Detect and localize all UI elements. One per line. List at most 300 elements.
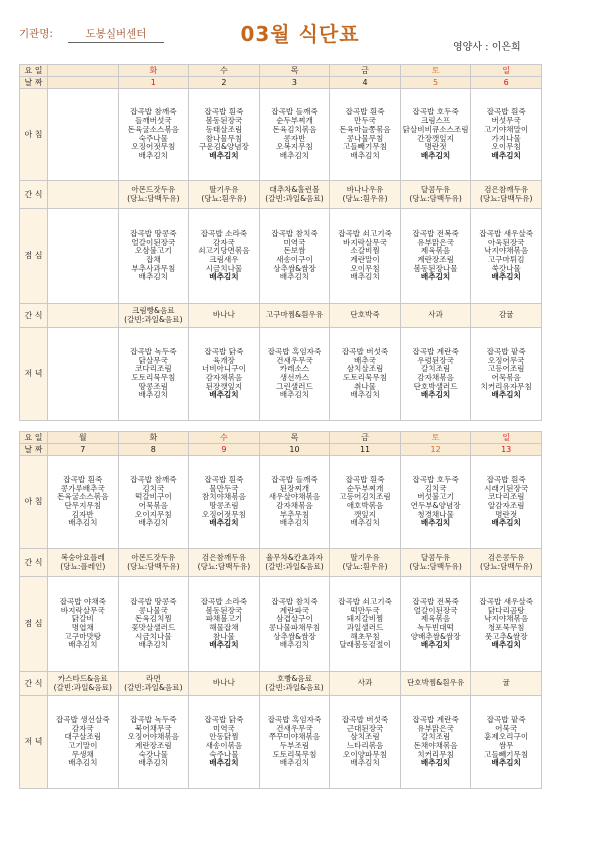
menu-item: 두부조림 [279, 741, 310, 750]
menu-item: 호빵&음료 [276, 673, 313, 683]
menu-item: 잡곡밥 팥죽 [486, 714, 526, 724]
dinner-cell [48, 328, 119, 421]
breakfast-cell [330, 456, 401, 549]
menu-item: 잡곡밥 참치죽 [271, 228, 318, 238]
lunch-cell [400, 209, 471, 304]
menu-item: 배추김치 [138, 272, 169, 282]
menu-item: 치커리유자무침 [480, 381, 532, 391]
menu-item: 감자채볶음 [205, 373, 243, 382]
menu-item: 건새우무국 [276, 355, 313, 365]
menu-item: (당뇨:담백두유) [479, 561, 533, 571]
menu-item: 배추김치 [68, 518, 98, 528]
menu-item: 너비아니구이 [201, 364, 246, 374]
menu-item: 잡곡밥 흑임자죽 [267, 346, 322, 356]
menu-item: 잡곡밥 쇠고기죽 [338, 596, 392, 606]
day-header: 일 [471, 432, 542, 444]
menu-item: 오삼불고기 [135, 246, 172, 256]
menu-item: 바나나 [212, 310, 235, 320]
menu-item: 해초무침 [350, 631, 380, 641]
menu-item: 단호박죽 [350, 310, 380, 320]
day-header: 일 [471, 65, 542, 77]
menu-item: 계란말이 [350, 255, 380, 264]
menu-item: 부추무침 [279, 509, 310, 519]
day-header: 화 [118, 432, 189, 444]
menu-item: 참치야채볶음 [201, 492, 246, 502]
menu-item: (갈빈:과일&음료) [124, 682, 183, 692]
menu-item: 명란젓 [495, 509, 518, 519]
menu-item: 잡곡밥 팥죽 [486, 346, 526, 356]
menu-item: 오이무침 [491, 142, 521, 152]
menu-item: 배추김치 [279, 390, 310, 400]
menu-item: 잡곡밥 들깨죽 [271, 474, 318, 484]
menu-item: (갈빈:과일&음료) [265, 561, 324, 571]
day-header: 금 [330, 432, 401, 444]
menu-item: 건새우무국 [276, 723, 313, 733]
menu-item: 도토리묵무침 [131, 373, 176, 382]
lunch-cell [189, 577, 260, 672]
menu-item: 코다리조림 [487, 492, 525, 502]
menu-item: 배추김치 [420, 640, 451, 650]
menu-item: (갈빈:과일&음료) [265, 682, 324, 692]
menu-item: 배추김치 [209, 272, 239, 282]
menu-item: 배추김치 [138, 150, 169, 160]
menu-item: 배추김치 [279, 272, 310, 282]
date-header: 9 [189, 444, 260, 456]
menu-item: 간장깻잎지 [417, 133, 454, 143]
menu-item: 잡곡밥 쇠고기죽 [338, 228, 392, 238]
breakfast-cell [259, 456, 330, 549]
menu-item: 콩나물파채무침 [268, 623, 321, 632]
menu-item: 잡곡밥 흰죽 [345, 107, 385, 117]
menu-item: 닭살무국 [138, 355, 169, 365]
snack2-cell [48, 672, 119, 696]
menu-item: 단호박샐러드 [413, 381, 458, 391]
menu-item: 카레소스 [279, 364, 310, 374]
menu-item: 귤 [502, 678, 510, 688]
menu-item: 낙지야채볶음 [484, 246, 529, 256]
menu-item: 배추김치 [491, 640, 521, 650]
dinner-cell [400, 696, 471, 789]
lunch-cell [118, 577, 189, 672]
menu-item: 잡곡밥 흑임자죽 [267, 714, 322, 724]
menu-item: (당뇨:흰우유) [201, 193, 247, 203]
snack2-cell [118, 304, 189, 328]
menu-item: 달래봄동겉절이 [339, 640, 391, 650]
menu-item: 배추김치 [279, 150, 310, 160]
menu-item: 잡곡밥 녹두죽 [130, 714, 177, 724]
menu-item: 가지나물 [491, 133, 521, 143]
menu-item: 잡곡밥 참깨죽 [130, 474, 177, 484]
menu-item: 돈채야채볶음 [413, 741, 458, 750]
snack1-cell [259, 181, 330, 209]
menu-item: 아욱된장국 [487, 237, 525, 247]
menu-item: 배추김치 [420, 518, 451, 528]
menu-item: 닭살비비큐소스조림 [402, 124, 469, 134]
menu-item: 시래기된장국 [484, 483, 529, 493]
snack-label: 간 식 [20, 549, 48, 577]
menu-item: 배추김치 [350, 390, 380, 400]
dow-label: 요 일 [20, 432, 48, 444]
menu-item: 들깨버섯국 [135, 116, 172, 126]
menu-item: 갈치조림 [420, 364, 451, 374]
menu-item: 잡곡밥 야채죽 [59, 596, 106, 606]
menu-item: 계란장조림 [135, 741, 172, 750]
menu-item: 어묵볶음 [491, 373, 521, 382]
menu-item: 배추김치 [68, 640, 98, 650]
breakfast-cell [330, 89, 401, 181]
menu-item: 배추김치 [491, 758, 521, 768]
snack1-cell [330, 549, 401, 577]
menu-item: 카스타드&음료 [57, 673, 108, 683]
menu-item: 바나나 [212, 678, 235, 688]
menu-item: 잡곡밥 새우살죽 [479, 596, 534, 606]
menu-item: 배추김치 [491, 390, 521, 400]
menu-item: 잡곡밥 흰죽 [486, 107, 526, 117]
dinner-cell [471, 328, 542, 421]
day-header: 목 [259, 432, 330, 444]
date-header: 12 [400, 444, 471, 456]
menu-item: 삼치조림 [350, 732, 380, 742]
menu-item: 배추김치 [491, 272, 521, 282]
snack1-cell [189, 181, 260, 209]
menu-item: 잡곡밥 땅콩죽 [130, 596, 177, 606]
menu-item: 오복지무침 [276, 142, 313, 152]
breakfast-cell [48, 89, 119, 181]
menu-item: 콩나물국 [138, 605, 169, 615]
menu-item: 어묵볶음 [138, 501, 169, 510]
menu-item: 된장찌개 [279, 483, 310, 493]
snack2-cell [471, 672, 542, 696]
menu-item: 닭다리곰탕 [487, 605, 525, 615]
menu-item: 배추김치 [491, 518, 521, 528]
menu-item: 무생채 [71, 749, 94, 759]
menu-item: 잡곡밥 호두죽 [412, 474, 459, 484]
menu-item: 잡곡밥 전복죽 [412, 228, 459, 238]
menu-item: 느타리볶음 [346, 741, 384, 750]
menu-item: 검은참깨두유 [201, 552, 246, 562]
menu-item: 쑥갓나물 [491, 263, 521, 273]
menu-item: 오이양파무침 [343, 749, 388, 759]
lunch-cell [400, 577, 471, 672]
day-header: 금 [330, 65, 401, 77]
menu-item: 검은참깨두유 [484, 184, 529, 194]
snack1-cell [471, 181, 542, 209]
menu-item: 달콤두유 [420, 552, 451, 562]
dinner-cell [330, 328, 401, 421]
menu-item: 물만두국 [209, 483, 239, 493]
snack2-cell [259, 304, 330, 328]
snack-label: 간 식 [20, 181, 48, 209]
menu-item: 계란파국 [279, 605, 310, 615]
lunch-cell [471, 209, 542, 304]
menu-item: 배추김치 [209, 150, 239, 160]
snack1-cell [471, 549, 542, 577]
breakfast-cell [471, 456, 542, 549]
snack2-cell [400, 672, 471, 696]
dinner-cell [471, 696, 542, 789]
menu-item: 잡곡밥 녹두죽 [130, 346, 177, 356]
menu-item: 숙주나물 [209, 749, 239, 759]
menu-item: 오징어무국 [487, 355, 525, 365]
lunch-label: 점 심 [20, 209, 48, 304]
menu-item: 고들빼기무침 [343, 142, 388, 152]
dinner-cell [118, 696, 189, 789]
menu-item: 배추김치 [279, 758, 310, 768]
menu-item: 안동닭찜 [209, 732, 239, 742]
snack2-cell [400, 304, 471, 328]
menu-item: 고등어김치조림 [339, 492, 391, 502]
menu-item: 순두부찌개 [276, 116, 313, 126]
menu-item: 만두국 [354, 116, 377, 126]
snack2-cell [259, 672, 330, 696]
menu-item: 유부맑은국 [417, 723, 454, 733]
dinner-label: 저 녁 [20, 328, 48, 421]
snack1-cell [48, 181, 119, 209]
menu-item: 콩가루배추국 [60, 483, 105, 493]
menu-item: 달콤두유 [420, 184, 451, 194]
menu-item: 고구마찜&흰우유 [265, 310, 324, 320]
day-header: 목 [259, 65, 330, 77]
menu-item: 생선까스 [279, 373, 310, 382]
menu-item: 삼치살조림 [346, 364, 384, 374]
menu-item: 그린샐러드 [276, 381, 313, 391]
menu-item: 북어채무국 [135, 723, 172, 733]
date-header: 6 [471, 77, 542, 89]
menu-item: 새송이볶음 [205, 741, 243, 750]
menu-item: (갈빈:과일&음료) [265, 193, 324, 203]
menu-item: (갈빈:과일&음료) [53, 682, 112, 692]
menu-item: 배추김치 [491, 150, 521, 160]
menu-item: 해물잡채 [209, 623, 239, 632]
menu-item: 구운김&양념장 [198, 142, 249, 152]
menu-item: 배추김치 [420, 150, 451, 160]
menu-item: (갈빈:과일&음료) [124, 314, 183, 324]
menu-item: 고기말이 [68, 741, 98, 750]
menu-item: 사과 [428, 310, 443, 320]
menu-item: 부추사과무침 [131, 263, 176, 273]
menu-item: 잡곡밥 흰죽 [63, 474, 103, 484]
menu-item: 소갈비찜 [350, 246, 380, 256]
date-label: 날 짜 [20, 77, 48, 89]
snack-label: 간 식 [20, 304, 48, 328]
dietitian: 영양사 : 이은희 [453, 42, 521, 53]
lunch-cell [259, 577, 330, 672]
dinner-cell [330, 696, 401, 789]
menu-item: 콩자반 [283, 133, 306, 143]
menu-item: 잡곡밥 흰죽 [486, 474, 526, 484]
menu-item: 배추김치 [138, 518, 169, 528]
menu-item: 봄동된장나물 [413, 263, 458, 273]
snack2-cell [48, 304, 119, 328]
dinner-cell [259, 696, 330, 789]
lunch-cell [189, 209, 260, 304]
menu-item: 배추김치 [350, 150, 380, 160]
menu-item: 코다리조림 [135, 364, 172, 374]
menu-item: 크림빵&음료 [132, 305, 175, 315]
menu-item: 봄동된장국 [205, 605, 243, 615]
menu-item: 배추김치 [209, 390, 239, 400]
menu-item: 근대된장국 [346, 723, 384, 733]
menu-item: 잡곡밥 호두죽 [412, 107, 459, 117]
menu-item: 배추국 [354, 355, 377, 365]
menu-item: 시금치나물 [205, 263, 243, 273]
menu-item: 도토리묵무침 [343, 373, 388, 382]
menu-item: 잡곡밥 들깨죽 [271, 107, 318, 117]
menu-item: (당뇨:담백두유) [409, 193, 462, 203]
lunch-cell [48, 577, 119, 672]
menu-item: (당뇨:플레인) [60, 561, 106, 571]
menu-item: 미역국 [212, 723, 235, 733]
day-header [48, 65, 119, 77]
menu-item: 배추김치 [138, 390, 169, 400]
menu-item: 배추김치 [138, 640, 169, 650]
date-header: 1 [118, 77, 189, 89]
menu-item: 검은콩두유 [487, 552, 525, 562]
day-header: 화 [118, 65, 189, 77]
menu-item: 대구살조림 [64, 732, 102, 742]
org-name: 도봉실버센터 [68, 26, 164, 43]
menu-item: 연두부&양념장 [410, 501, 461, 510]
menu-item: 단무지무침 [64, 501, 102, 510]
page-header [0, 0, 600, 64]
menu-item: 돈육굴소스볶음 [127, 124, 180, 134]
lunch-cell [330, 577, 401, 672]
menu-item: 배추김치 [420, 758, 451, 768]
snack1-cell [189, 549, 260, 577]
menu-item: 고기야채말이 [484, 124, 529, 134]
menu-item: (당뇨:담백두유) [479, 193, 533, 203]
breakfast-label: 아 침 [20, 89, 48, 181]
menu-item: (당뇨:담백두유) [127, 193, 180, 203]
menu-item: 낙지야채볶음 [484, 614, 529, 624]
menu-item: 김치국 [142, 483, 165, 493]
date-header: 7 [48, 444, 119, 456]
date-header: 10 [259, 444, 330, 456]
lunch-cell [118, 209, 189, 304]
menu-item: 바나나우유 [346, 184, 384, 194]
menu-item: 아몬드잣두유 [131, 184, 176, 194]
menu-item: 돈육김치찜 [135, 614, 172, 624]
menu-item: 계란장조림 [417, 255, 454, 264]
menu-item: 육개장 [212, 355, 235, 365]
menu-item: 닭갈비 [71, 614, 94, 624]
menu-item: 청경채나물 [417, 509, 454, 519]
menu-item: 얼갈이된장국 [131, 237, 176, 247]
menu-item: 동태살조림 [205, 124, 243, 134]
menu-item: 잡곡밥 흰죽 [345, 474, 385, 484]
dinner-cell [189, 696, 260, 789]
menu-item: 우렁된장국 [417, 355, 454, 365]
breakfast-label: 아 침 [20, 456, 48, 549]
snack1-cell [400, 181, 471, 209]
snack1-cell [330, 181, 401, 209]
menu-item: 배추김치 [420, 272, 451, 282]
date-header: 13 [471, 444, 542, 456]
menu-item: 배추김치 [350, 518, 380, 528]
snack2-cell [189, 304, 260, 328]
menu-item: 시금치나물 [135, 631, 172, 641]
menu-item: 잡곡밥 닭죽 [204, 714, 244, 724]
date-header: 5 [400, 77, 471, 89]
lunch-cell [471, 577, 542, 672]
menu-table-week1 [19, 64, 542, 421]
menu-item: 잡곡밥 땅콩죽 [130, 228, 177, 238]
menu-item: 떡갈비구이 [135, 492, 172, 502]
snack2-cell [118, 672, 189, 696]
day-header: 토 [400, 65, 471, 77]
menu-item: 얼갈이된장국 [413, 605, 458, 615]
menu-item: 갈치조림 [420, 732, 451, 742]
menu-item: 고들빼기무침 [484, 749, 529, 759]
menu-item: 깻잎지 [354, 509, 377, 519]
menu-item: 배추김치 [350, 272, 380, 282]
menu-item: 떡만두국 [350, 605, 380, 615]
menu-item: 풋고추&쌈장 [484, 631, 528, 641]
menu-item: 꽃맛살샐러드 [131, 623, 176, 632]
date-header: 4 [330, 77, 401, 89]
menu-item: 순두부찌개 [346, 483, 384, 493]
menu-item: 참나물무침 [205, 133, 243, 143]
menu-item: (당뇨:담백두유) [197, 561, 251, 571]
menu-item: (당뇨:흰우유) [342, 193, 388, 203]
menu-item: 도토리묵무침 [272, 749, 317, 759]
menu-item: 명엽채 [71, 623, 94, 632]
menu-item: 녹두빈대떡 [417, 623, 454, 632]
snack1-cell [118, 549, 189, 577]
menu-item: 새송이구이 [276, 255, 313, 264]
menu-item: 잡곡밥 참치죽 [271, 596, 318, 606]
menu-item: 잡곡밥 전복죽 [412, 596, 459, 606]
lunch-label: 점 심 [20, 577, 48, 672]
org-label: 기관명: [19, 28, 53, 40]
menu-item: 오징어젓무침 [201, 509, 246, 519]
menu-item: 버섯무국 [491, 116, 521, 126]
menu-item: 양배추쌈&쌈장 [410, 631, 461, 641]
breakfast-cell [48, 456, 119, 549]
menu-item: 배추김치 [350, 758, 380, 768]
menu-item: 파채불고기 [205, 614, 243, 624]
menu-item: 숙주나물 [138, 133, 169, 143]
snack-label: 간 식 [20, 672, 48, 696]
menu-item: 잡곡밥 생선살죽 [55, 714, 110, 724]
menu-item: 잡채 [146, 255, 161, 264]
day-header: 수 [189, 432, 260, 444]
snack1-cell [259, 549, 330, 577]
menu-item: 돈육굴소스볶음 [57, 492, 109, 502]
menu-item: 아몬드잣두유 [131, 552, 176, 562]
breakfast-cell [118, 89, 189, 181]
breakfast-cell [400, 89, 471, 181]
breakfast-cell [189, 456, 260, 549]
snack1-cell [48, 549, 119, 577]
menu-item: 상추쌈&쌈장 [273, 263, 316, 273]
menu-item: 돈육김치볶음 [272, 124, 317, 134]
menu-item: 잡곡밥 계란죽 [412, 714, 459, 724]
menu-item: 훈제오리구이 [484, 732, 529, 742]
menu-item: 잡곡밥 소라죽 [200, 596, 248, 606]
menu-item: 감자채볶음 [276, 501, 313, 510]
dinner-cell [189, 328, 260, 421]
lunch-cell [259, 209, 330, 304]
menu-item: 돈보쌈 [283, 246, 306, 256]
menu-item: 상추쌈&쌈장 [273, 631, 316, 641]
menu-item: 김자반 [71, 509, 94, 519]
menu-item: 배추김치 [209, 640, 239, 650]
day-header: 토 [400, 432, 471, 444]
menu-item: 배추김치 [420, 390, 451, 400]
menu-item: 대추차&홀런볼 [269, 184, 320, 194]
snack2-cell [330, 672, 401, 696]
